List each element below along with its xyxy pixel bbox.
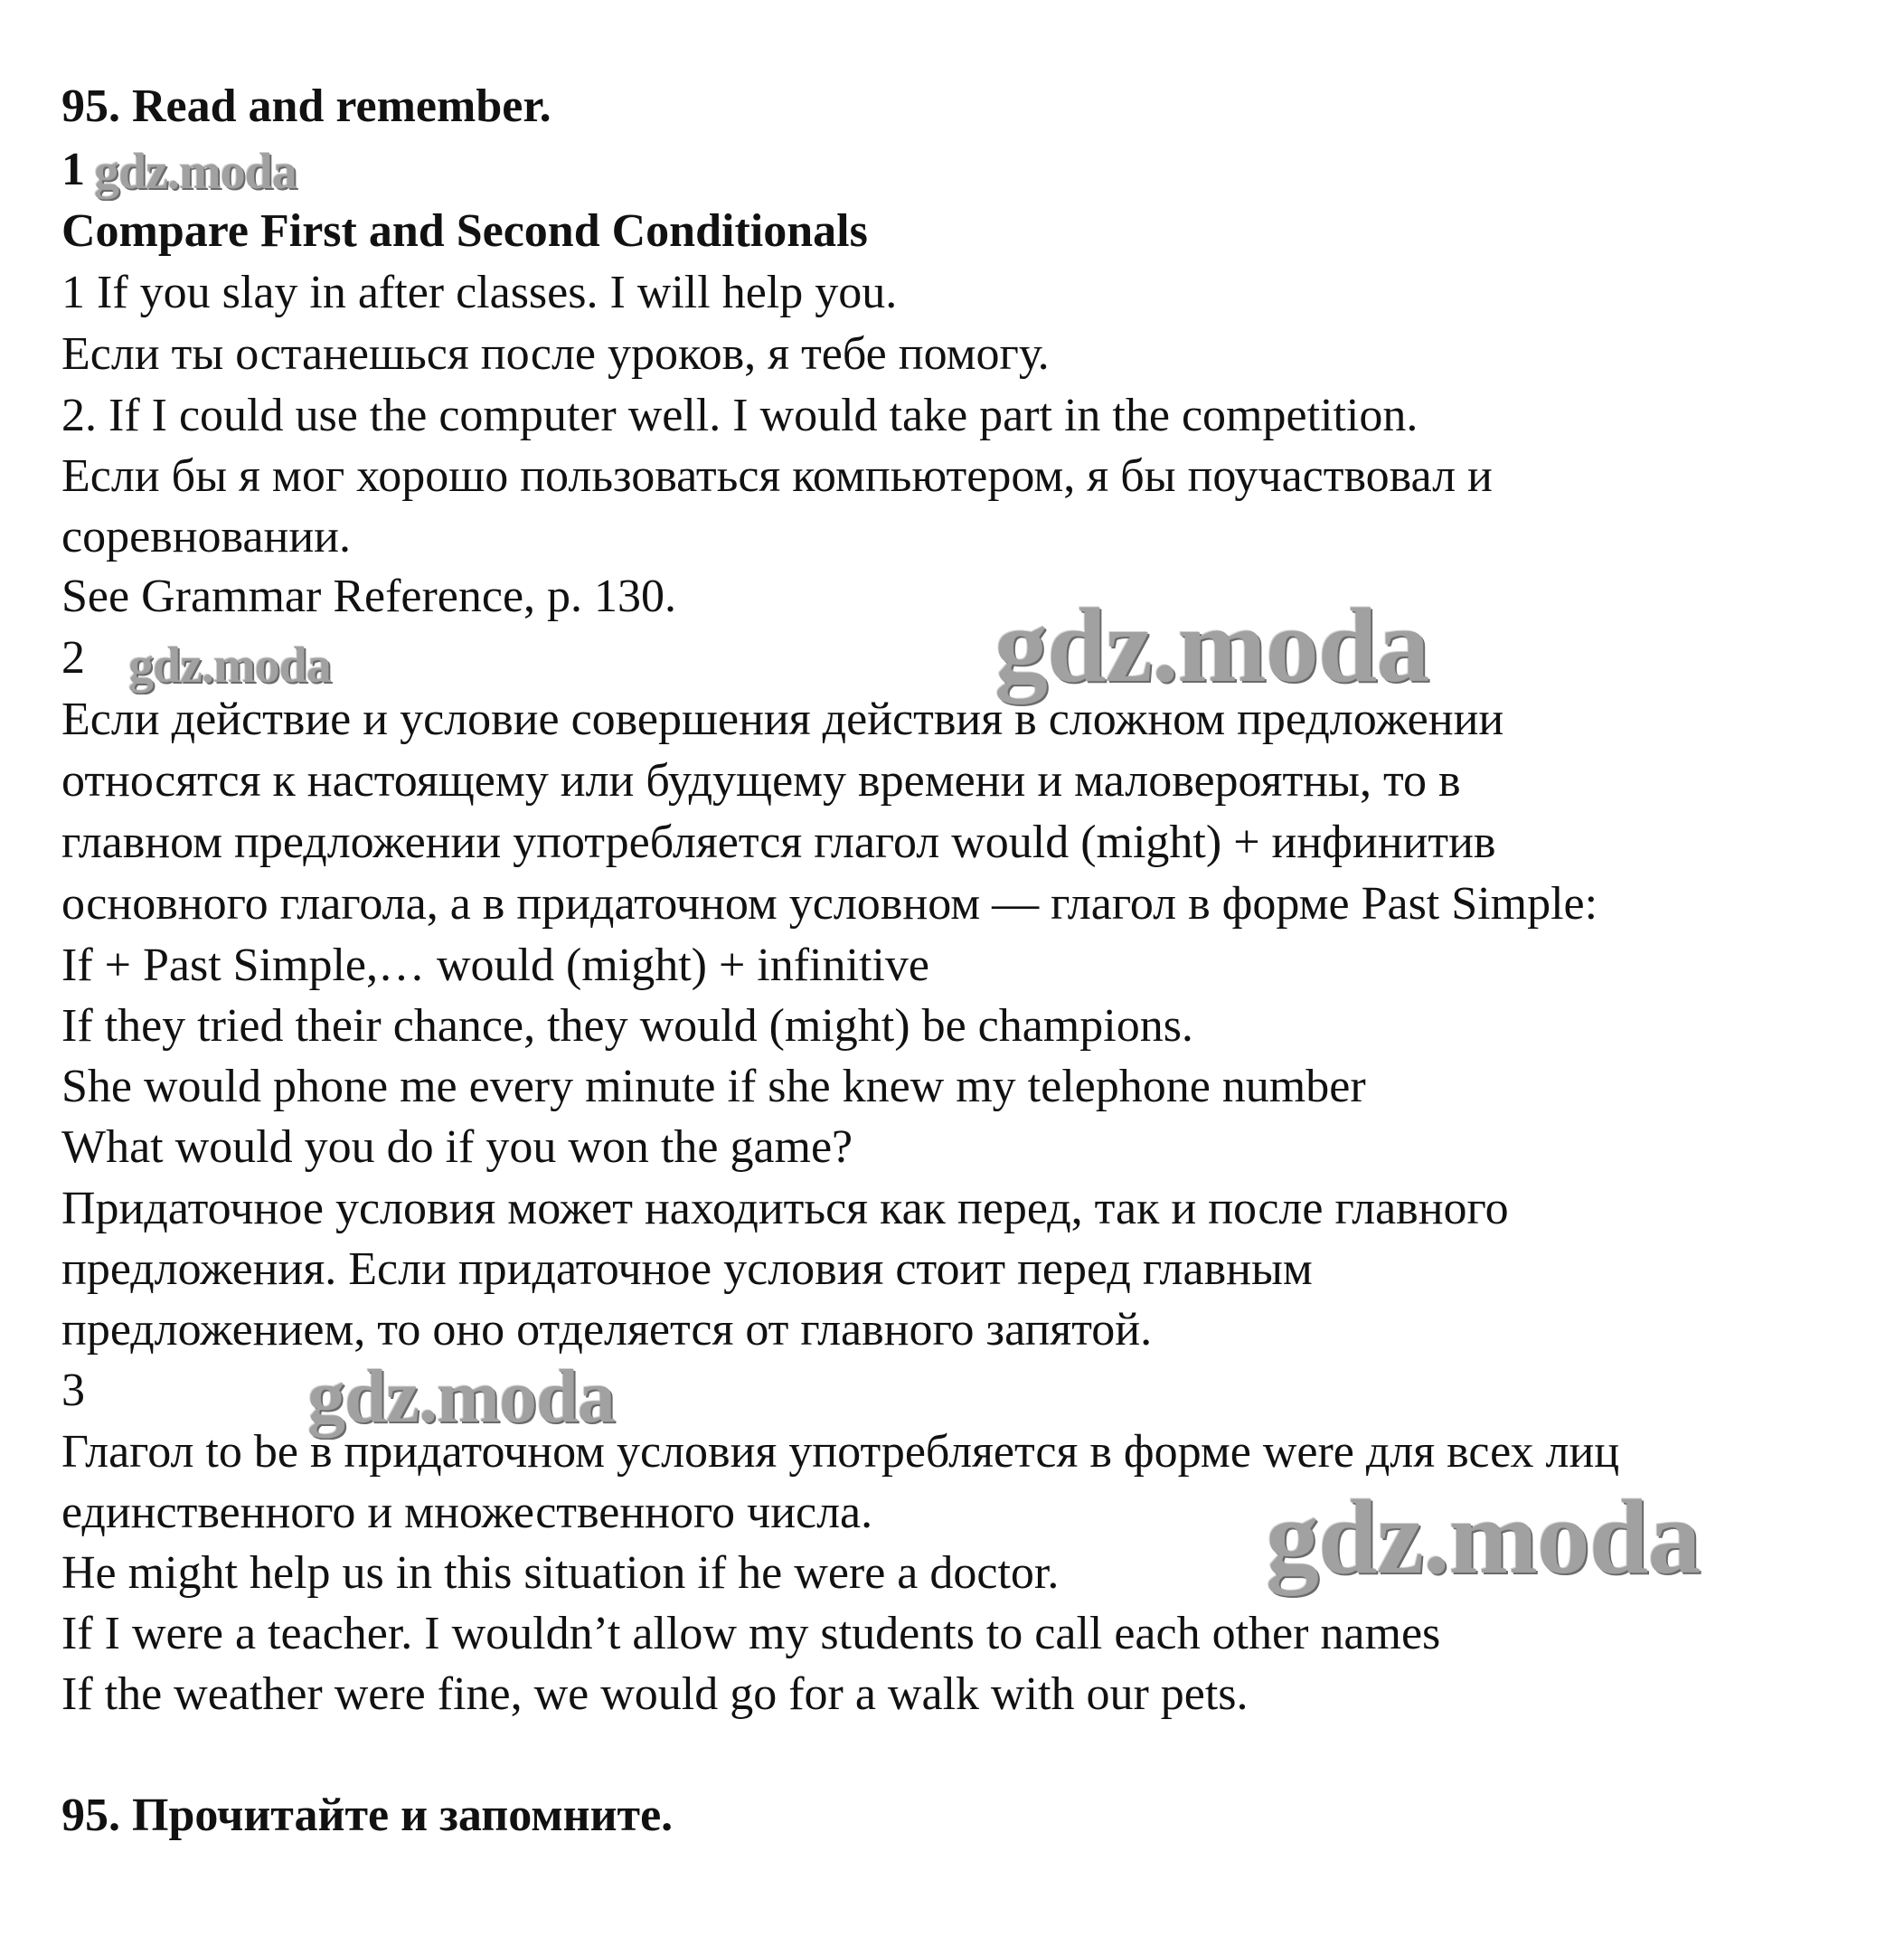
text-line: 2. If I could use the computer well. I would take part in the competition. bbox=[61, 390, 1419, 441]
text-line: Придаточное условия может находиться как перед, так и после главного bbox=[61, 1183, 1509, 1234]
text-line: 1 If you slay in after classes. I will help you. bbox=[61, 267, 898, 318]
text-line: относятся к настоящему или будущему времени и маловероятны, то в bbox=[61, 755, 1461, 807]
exercise-heading-ru: 95. Прочитайте и запомните. bbox=[61, 1790, 674, 1841]
text-line: главном предложении употребляется глагол would (might) + инфинитив bbox=[61, 817, 1496, 868]
text-line: Если бы я мог хорошо пользоваться компьютером, я бы поучаствовал и bbox=[61, 450, 1493, 502]
text-line: предложения. Если придаточное условия стоит перед главным bbox=[61, 1243, 1313, 1295]
text-line: Если ты останешься после уроков, я тебе помогу. bbox=[61, 328, 1050, 380]
example-line: If I were a teacher. I wouldn’t allow my students to call each other names bbox=[61, 1608, 1441, 1659]
watermark-logo: gdz.moda bbox=[307, 1355, 615, 1439]
section-number-2: 2 bbox=[61, 632, 85, 684]
example-line: She would phone me every minute if she knew my telephone number bbox=[61, 1061, 1366, 1112]
formula-line: If + Past Simple,… would (might) + infinitive bbox=[61, 940, 929, 991]
example-line: What would you do if you won the game? bbox=[61, 1121, 853, 1173]
example-line: He might help us in this situation if he were a doctor. bbox=[61, 1547, 1060, 1599]
text-line: единственного и множественного числа. bbox=[61, 1487, 873, 1538]
section-title: Compare First and Second Conditionals bbox=[61, 205, 868, 257]
exercise-heading: 95. Read and remember. bbox=[61, 80, 551, 132]
section-number-1: 1 bbox=[61, 144, 85, 195]
text-line: Глагол to be в придаточном условия употребляется в форме were для всех лиц bbox=[61, 1426, 1620, 1478]
watermark-logo: gdz.moda bbox=[994, 586, 1429, 704]
example-line: If the weather were fine, we would go for a walk with our pets. bbox=[61, 1668, 1249, 1720]
watermark-logo: gdz.moda bbox=[128, 638, 331, 694]
section-number-3: 3 bbox=[61, 1365, 85, 1416]
text-line: соревновании. bbox=[61, 511, 351, 562]
reference-line: See Grammar Reference, p. 130. bbox=[61, 571, 677, 622]
watermark-logo: gdz.moda bbox=[94, 144, 297, 200]
text-line: предложением, то оно отделяется от главного запятой. bbox=[61, 1304, 1153, 1356]
text-line: Если действие и условие совершения действия в сложном предложении bbox=[61, 694, 1504, 745]
example-line: If they tried their chance, they would (might) be champions. bbox=[61, 1000, 1193, 1052]
watermark-logo: gdz.moda bbox=[1266, 1478, 1701, 1596]
text-line: основного глагола, а в придаточном условном — глагол в форме Past Simple: bbox=[61, 878, 1598, 930]
